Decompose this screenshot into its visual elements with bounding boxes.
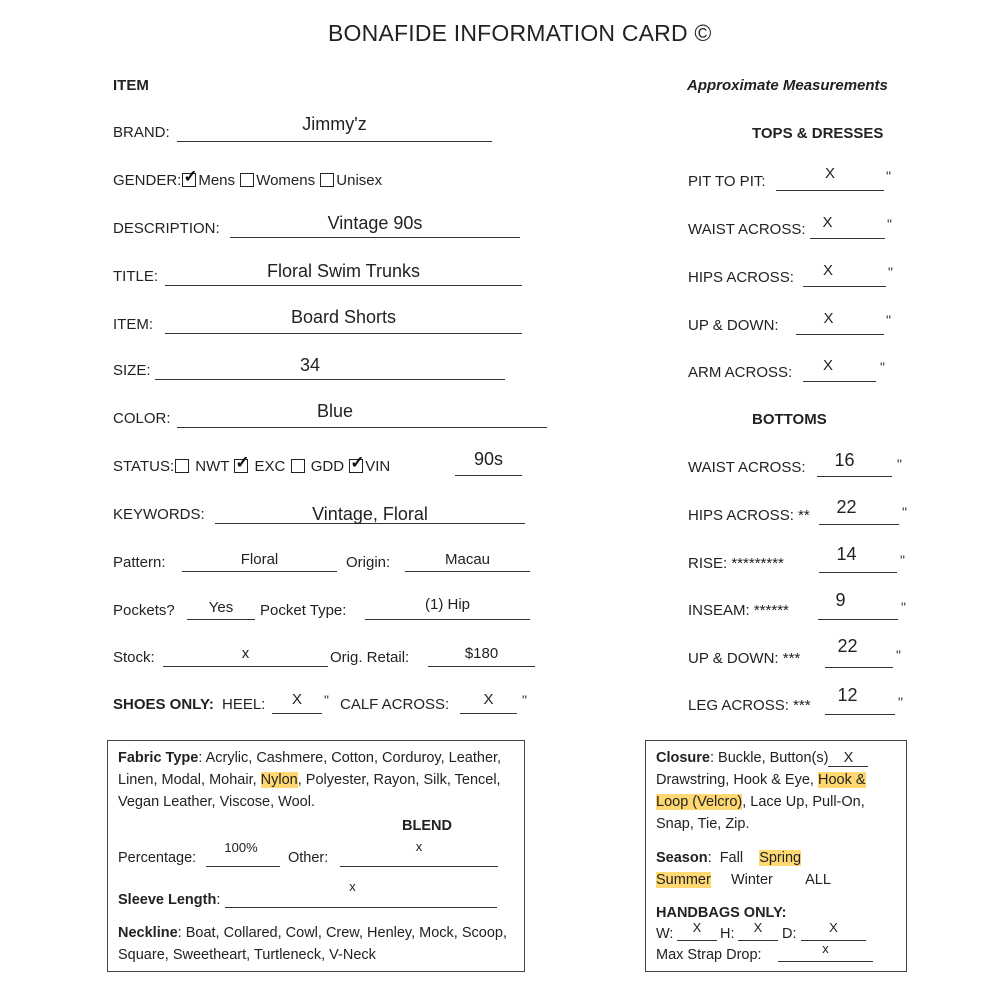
pockets-label: Pockets? xyxy=(113,602,175,619)
season-label: Season xyxy=(656,850,708,866)
bottoms-hips-label: HIPS ACROSS: ** xyxy=(688,507,810,524)
pattern-label: Pattern: xyxy=(113,554,166,571)
pockets-value[interactable]: Yes xyxy=(208,599,234,616)
percentage-line xyxy=(206,866,280,867)
pit-to-pit-value[interactable]: X xyxy=(824,165,835,182)
inseam-inch-mark: " xyxy=(901,599,906,615)
tops-hips-line xyxy=(803,286,886,287)
orig-retail-label: Orig. Retail: xyxy=(330,649,410,666)
leg-across-label: LEG ACROSS: *** xyxy=(688,697,811,714)
keywords-label: KEYWORDS: xyxy=(113,506,205,523)
item-label: ITEM: xyxy=(113,316,153,333)
bottoms-hips-inch-mark: " xyxy=(902,504,907,520)
season-winter[interactable]: Winter xyxy=(730,872,773,888)
status-gdd-checkbox[interactable] xyxy=(291,459,305,473)
rise-line xyxy=(819,572,897,573)
pockets-line xyxy=(187,619,255,620)
gender-mens-checkbox[interactable] xyxy=(182,173,196,187)
max-strap-drop-line xyxy=(778,961,873,962)
color-label: COLOR: xyxy=(113,410,171,427)
closure-options-end: , Lace Up, Pull-On, Snap, Tie, Zip. xyxy=(656,794,865,832)
bottoms-waist-value[interactable]: 16 xyxy=(834,450,855,470)
handbag-h-label: H: xyxy=(720,926,735,942)
season-summer-highlight[interactable]: Summer xyxy=(656,872,711,888)
sleeve-length-field xyxy=(118,889,220,911)
pattern-line xyxy=(182,571,337,572)
stock-line xyxy=(163,666,328,667)
bottoms-waist-inch-mark: " xyxy=(897,456,902,472)
bottoms-hips-value[interactable]: 22 xyxy=(836,497,857,517)
status-nwt-label: NWT xyxy=(195,458,230,475)
season-row-2 xyxy=(656,869,831,891)
closure-options-start: : Buckle, Button(s) xyxy=(710,750,829,766)
tops-waist-value[interactable]: X xyxy=(822,214,833,231)
inseam-label: INSEAM: ****** xyxy=(688,602,789,619)
other-line xyxy=(340,866,498,867)
handbag-w-line xyxy=(677,940,717,941)
heel-value[interactable]: X xyxy=(291,691,302,708)
fabric-type-text xyxy=(118,747,513,813)
bottoms-up-down-inch-mark: " xyxy=(896,647,901,663)
item-header: ITEM xyxy=(113,77,149,94)
tops-waist-label: WAIST ACROSS: xyxy=(688,221,806,238)
max-strap-drop-label: Max Strap Drop: xyxy=(656,947,762,963)
description-line xyxy=(230,237,520,238)
size-label: SIZE: xyxy=(113,362,151,379)
bottoms-header: BOTTOMS xyxy=(752,411,827,428)
handbags-only-label: HANDBAGS ONLY: xyxy=(656,905,787,921)
handbag-w-value[interactable]: X xyxy=(692,920,702,935)
inseam-line xyxy=(818,619,898,620)
season-spring-highlight[interactable]: Spring xyxy=(759,850,802,866)
bottoms-waist-label: WAIST ACROSS: xyxy=(688,459,806,476)
blend-label: BLEND xyxy=(402,818,452,834)
leg-across-inch-mark: " xyxy=(898,694,903,710)
leg-across-value[interactable]: 12 xyxy=(837,685,858,705)
status-vin-checkbox[interactable] xyxy=(349,459,363,473)
calf-inch-mark: " xyxy=(522,692,527,708)
percentage-label: Percentage: xyxy=(118,850,197,866)
color-line xyxy=(177,427,547,428)
pit-to-pit-line xyxy=(776,190,884,191)
neckline-text xyxy=(118,922,513,966)
status-nwt-checkbox[interactable] xyxy=(175,459,189,473)
sleeve-length-label: Sleeve Length xyxy=(118,892,217,908)
rise-inch-mark: " xyxy=(900,552,905,568)
stock-label: Stock: xyxy=(113,649,155,666)
item-line xyxy=(165,333,522,334)
tops-waist-inch-mark: " xyxy=(887,216,892,232)
leg-across-line xyxy=(825,714,895,715)
tops-hips-inch-mark: " xyxy=(888,264,893,280)
neckline-options: : Boat, Collared, Cowl, Crew, Henley, Mock, Scoop, Square, Sweetheart, Turtleneck, V-Neck xyxy=(118,925,507,963)
handbag-d-value[interactable]: X xyxy=(829,920,838,935)
status-exc-checkbox[interactable] xyxy=(234,459,248,473)
rise-value[interactable]: 14 xyxy=(836,544,857,564)
tops-dresses-header: TOPS & DRESSES xyxy=(752,125,884,142)
pit-to-pit-inch-mark: " xyxy=(886,168,891,184)
description-label: DESCRIPTION: xyxy=(113,220,220,237)
season-all[interactable]: ALL xyxy=(805,872,831,888)
fabric-box xyxy=(107,740,525,972)
status-field xyxy=(113,458,390,475)
size-line xyxy=(155,379,505,380)
gender-unisex-checkbox[interactable] xyxy=(320,173,334,187)
color-value[interactable]: Blue xyxy=(316,401,354,421)
pattern-value[interactable]: Floral xyxy=(240,551,279,568)
description-value[interactable]: Vintage 90s xyxy=(327,213,423,233)
gender-field xyxy=(113,172,382,189)
bottoms-up-down-line xyxy=(825,667,893,668)
handbag-h-line xyxy=(738,940,778,941)
other-label: Other: xyxy=(288,850,329,866)
gender-mens-label: Mens xyxy=(198,172,236,189)
status-line xyxy=(455,475,522,476)
keywords-value[interactable]: Vintage, Floral xyxy=(312,504,428,524)
bottoms-hips-line xyxy=(819,524,899,525)
orig-retail-line xyxy=(428,666,535,667)
origin-value[interactable]: Macau xyxy=(444,551,491,568)
brand-label: BRAND: xyxy=(113,124,170,141)
rise-label: RISE: ********* xyxy=(688,555,784,572)
sleeve-length-value[interactable]: x xyxy=(349,879,356,894)
brand-line xyxy=(177,141,492,142)
status-gdd-label: GDD xyxy=(310,458,345,475)
status-exc-label: EXC xyxy=(254,458,286,475)
arm-across-label: ARM ACROSS: xyxy=(688,364,793,381)
closure-text xyxy=(656,747,901,835)
max-strap-drop-value[interactable]: x xyxy=(822,941,829,956)
measurements-header: Approximate Measurements xyxy=(687,77,888,94)
heel-label: HEEL: xyxy=(222,696,266,713)
closure-velcro-highlight[interactable]: Hook & Loop (Velcro) xyxy=(656,772,866,810)
calf-line xyxy=(460,713,517,714)
season-field xyxy=(656,847,801,869)
bottoms-waist-line xyxy=(817,476,892,477)
card-title: BONAFIDE INFORMATION CARD © xyxy=(328,20,712,46)
handbag-d-label: D: xyxy=(782,926,797,942)
shoes-only-label: SHOES ONLY: xyxy=(113,696,214,713)
gender-womens-label: Womens xyxy=(256,172,316,189)
title-line xyxy=(165,285,522,286)
gender-womens-checkbox[interactable] xyxy=(240,173,254,187)
inseam-value[interactable]: 9 xyxy=(835,590,846,610)
handbag-w-label: W: xyxy=(656,926,674,942)
calf-across-label: CALF ACROSS: xyxy=(340,696,450,713)
button-value[interactable]: X xyxy=(828,750,868,767)
pocket-type-label: Pocket Type: xyxy=(260,602,347,619)
fabric-type-label: Fabric Type xyxy=(118,750,199,766)
tops-waist-line xyxy=(810,238,885,239)
status-vin-value[interactable]: 90s xyxy=(473,449,504,469)
tops-hips-label: HIPS ACROSS: xyxy=(688,269,794,286)
sleeve-length-colon: : xyxy=(216,892,221,908)
heel-inch-mark: " xyxy=(324,692,329,708)
title-value[interactable]: Floral Swim Trunks xyxy=(266,261,421,281)
fabric-nylon-highlight[interactable]: Nylon xyxy=(260,772,298,788)
bottoms-up-down-value[interactable]: 22 xyxy=(837,636,858,656)
gender-label: GENDER: xyxy=(113,172,182,189)
title-label: TITLE: xyxy=(113,268,159,285)
pocket-type-line xyxy=(365,619,530,620)
status-label: STATUS: xyxy=(113,458,175,475)
orig-retail-value[interactable]: $180 xyxy=(464,645,499,662)
percentage-value[interactable]: 100% xyxy=(224,840,258,855)
brand-value[interactable]: Jimmy'z xyxy=(302,114,367,134)
sleeve-length-line xyxy=(225,907,497,908)
tops-up-down-line xyxy=(796,334,884,335)
tops-up-down-value[interactable]: X xyxy=(823,310,834,327)
calf-value[interactable]: X xyxy=(483,691,494,708)
origin-label: Origin: xyxy=(346,554,391,571)
tops-up-down-label: UP & DOWN: xyxy=(688,317,779,334)
closure-box xyxy=(645,740,907,972)
fabric-type-list-end: , Polyester, Rayon, Silk, Tencel, Vegan Leather, Viscose, Wool. xyxy=(118,772,501,810)
item-value[interactable]: Board Shorts xyxy=(290,307,397,327)
fabric-type-list-start: : Acrylic, Cashmere, Cotton, Corduroy, Leather, Linen, Modal, Mohair, xyxy=(118,750,502,788)
tops-hips-value[interactable]: X xyxy=(822,262,833,279)
arm-across-line xyxy=(803,381,876,382)
origin-line xyxy=(405,571,530,572)
arm-across-value[interactable]: X xyxy=(822,357,833,374)
status-vin-label: VIN xyxy=(365,458,391,475)
season-colon: : xyxy=(707,850,712,866)
stock-value[interactable]: x xyxy=(241,645,250,662)
other-value[interactable]: x xyxy=(415,839,423,854)
heel-line xyxy=(272,713,322,714)
season-fall[interactable]: Fall xyxy=(719,850,744,866)
tops-up-down-inch-mark: " xyxy=(886,312,891,328)
handbag-h-value[interactable]: X xyxy=(753,920,763,935)
pit-to-pit-label: PIT TO PIT: xyxy=(688,173,766,190)
pocket-type-value[interactable]: (1) Hip xyxy=(424,596,470,613)
neckline-label: Neckline xyxy=(118,925,178,941)
closure-label: Closure xyxy=(656,750,710,766)
bottoms-up-down-label: UP & DOWN: *** xyxy=(688,650,801,667)
gender-unisex-label: Unisex xyxy=(336,172,383,189)
closure-options-mid: Drawstring, Hook & Eye, xyxy=(656,772,818,788)
arm-across-inch-mark: " xyxy=(880,359,885,375)
size-value[interactable]: 34 xyxy=(299,355,321,375)
